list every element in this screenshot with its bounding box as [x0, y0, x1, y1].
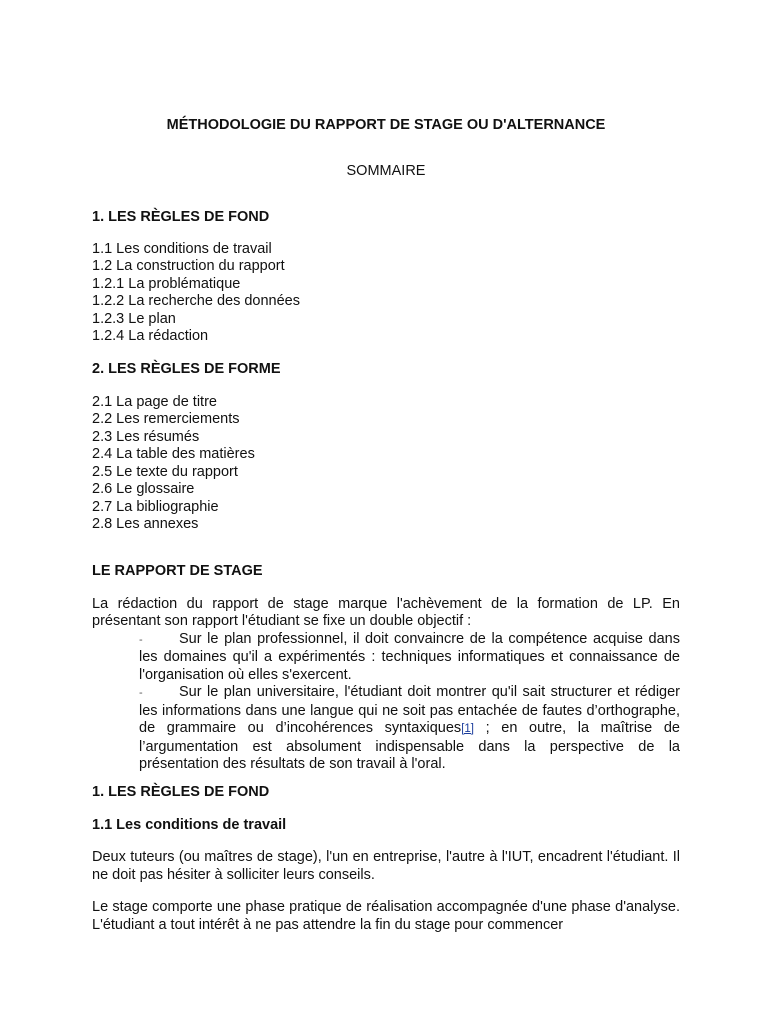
toc-section-1 — [92, 209, 680, 346]
toc-item: 2.8 Les annexes — [92, 516, 199, 532]
toc-item: 2.5 Le texte du rapport — [92, 463, 238, 480]
sommaire-heading: SOMMAIRE — [346, 163, 426, 179]
toc-item: 1.2.4 La rédaction — [92, 328, 209, 344]
body-section — [92, 784, 680, 934]
bullet-text: Sur le plan professionnel, il doit convaincre de la compétence acquise dans les domaines qu'il a expérimentés : techniques informatiques et connaissance de l'organisation où elles s'exercent. — [139, 630, 680, 683]
toc-item: 2.6 Le glossaire — [92, 481, 195, 497]
toc-section-2-list — [92, 394, 680, 534]
toc-section-1-list — [92, 241, 680, 346]
toc-section-2 — [92, 361, 680, 534]
bullet-marker: - — [139, 633, 143, 646]
toc-item: 1.2.2 La recherche des données — [92, 293, 300, 309]
toc-item: 2.2 Les remerciements — [92, 411, 240, 427]
bullet-text: Sur le plan universitaire, l'étudiant doit montrer qu'il sait structurer et rédiger les informations dans une langue qui ne soit pas entachée de fautes d’orthographe, de grammaire ou d’incohérences syntaxiques — [139, 684, 680, 736]
toc-item: 1.2.3 Le plan — [92, 310, 176, 327]
rapport-section — [92, 563, 680, 774]
toc-item: 2.3 Les résumés — [92, 428, 200, 445]
toc-item: 1.1 Les conditions de travail — [92, 240, 272, 257]
bullet-text-continued: ; en outre, la maîtrise de l’argumentation est absolument indispensable dans la perspective de la présentation des résultats de son travail à l'oral. — [139, 720, 680, 772]
paragraph-stage: Le stage comporte une phase pratique de réalisation accompagnée d'une phase d'analyse. L'étudiant a tout intérêt à ne pas attendre la fin du stage pour commencer — [92, 899, 680, 933]
toc-item: 2.1 La page de titre — [92, 393, 217, 410]
paragraph-tuteurs: Deux tuteurs (ou maîtres de stage), l'un en entreprise, l'autre à l'IUT, encadrent l'étudiant. Il ne doit pas hésiter à solliciter leurs conseils. — [92, 849, 680, 883]
bullet-professionnel — [139, 631, 680, 685]
section-heading-1-1: 1.1 Les conditions de travail — [92, 816, 287, 833]
toc-section-2-heading: 2. LES RÈGLES DE FORME — [92, 361, 281, 377]
toc-item: 2.4 La table des matières — [92, 446, 255, 462]
toc-item: 1.2.1 La problématique — [92, 275, 241, 292]
rapport-heading: LE RAPPORT DE STAGE — [92, 563, 263, 579]
toc-section-1-heading: 1. LES RÈGLES DE FOND — [92, 209, 270, 225]
document-title: MÉTHODOLOGIE DU RAPPORT DE STAGE OU D'ALTERNANCE — [166, 117, 606, 133]
section-heading-1: 1. LES RÈGLES DE FOND — [92, 784, 270, 800]
footnote-link[interactable]: [1] — [461, 723, 474, 735]
toc-item: 2.7 La bibliographie — [92, 498, 219, 515]
bullet-marker: - — [139, 687, 143, 699]
rapport-intro: La rédaction du rapport de stage marque l'achèvement de la formation de LP. En présentant son rapport l'étudiant se fixe un double objectif : — [92, 595, 680, 629]
toc-item: 1.2 La construction du rapport — [92, 258, 285, 274]
bullet-universitaire — [139, 684, 680, 774]
